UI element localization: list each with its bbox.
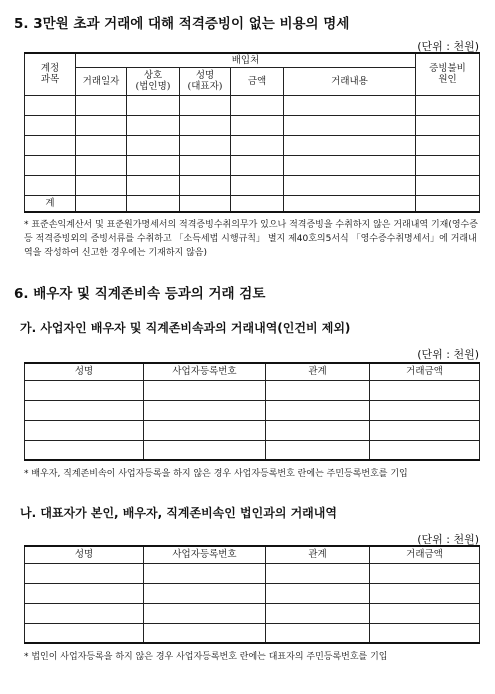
section6-title: 6. 배우자 및 직계존비속 등과의 거래 검토 — [14, 286, 266, 302]
header-relation: 관계 — [266, 363, 370, 380]
spouse-business-table — [24, 362, 480, 461]
header-date: 거래일자 — [76, 67, 127, 95]
header-name: 성명 (대표자) — [180, 67, 231, 95]
table-row — [25, 380, 480, 400]
table-row — [25, 135, 480, 155]
table-row — [25, 95, 480, 115]
table-row — [25, 603, 480, 623]
total-row — [25, 195, 480, 212]
expense-table — [24, 52, 480, 213]
header-account: 계정 과목 — [25, 53, 76, 95]
table-row — [25, 175, 480, 195]
header-reason: 증빙불비 원인 — [416, 53, 480, 95]
table-row — [25, 440, 480, 460]
sub-b-unit: (단위 : 천원) — [417, 533, 479, 546]
table-row — [25, 623, 480, 643]
corporation-table — [24, 545, 480, 644]
header-amount: 금액 — [231, 67, 284, 95]
table-row — [25, 420, 480, 440]
header-business-number: 사업자등록번호 — [144, 546, 266, 563]
header-relation: 관계 — [266, 546, 370, 563]
section5-unit: (단위 : 천원) — [417, 40, 479, 53]
section5-note: * 표준손익계산서 및 표준원가명세서의 적격증빙수취의무가 있으나 적격증빙을 수취하지 않은 거래내역 기재(영수증 등 적격증빙외의 증빙서류를 수취하고 「소득세법 시행규칙」 별지 제40호의5서식 「영수증수취명세서」에 거래내역을 작성하여 신고한 경우에는 기재하지 않음) — [24, 220, 478, 258]
total-label: 계 — [25, 195, 76, 212]
table-row — [25, 115, 480, 135]
sub-a-unit: (단위 : 천원) — [417, 348, 479, 361]
header-vendor-group: 배입처 — [76, 53, 416, 67]
header-trade-amount: 거래금액 — [370, 363, 480, 380]
header-name: 성명 — [25, 363, 144, 380]
section5-title: 5. 3만원 초과 거래에 대해 적격증빙이 없는 비용의 명세 — [14, 16, 350, 32]
sub-b-title: 나. 대표자가 본인, 배우자, 직계존비속인 법인과의 거래내역 — [20, 506, 337, 520]
table-row — [25, 400, 480, 420]
sub-a-note: * 배우자, 직계존비속이 사업자등록을 하지 않은 경우 사업자등록번호 란에는 주민등록번호를 기입 — [24, 469, 408, 479]
sub-a-title: 가. 사업자인 배우자 및 직계존비속과의 거래내역(인건비 제외) — [20, 321, 351, 335]
header-company: 상호 (법인명) — [127, 67, 180, 95]
table-row — [25, 155, 480, 175]
table-row — [25, 583, 480, 603]
header-name: 성명 — [25, 546, 144, 563]
sub-b-note: * 법인이 사업자등록을 하지 않은 경우 사업자등록번호 란에는 대표자의 주민등록번호를 기입 — [24, 652, 388, 662]
header-business-number: 사업자등록번호 — [144, 363, 266, 380]
header-trade-amount: 거래금액 — [370, 546, 480, 563]
header-content: 거래내용 — [284, 67, 416, 95]
table-row — [25, 563, 480, 583]
